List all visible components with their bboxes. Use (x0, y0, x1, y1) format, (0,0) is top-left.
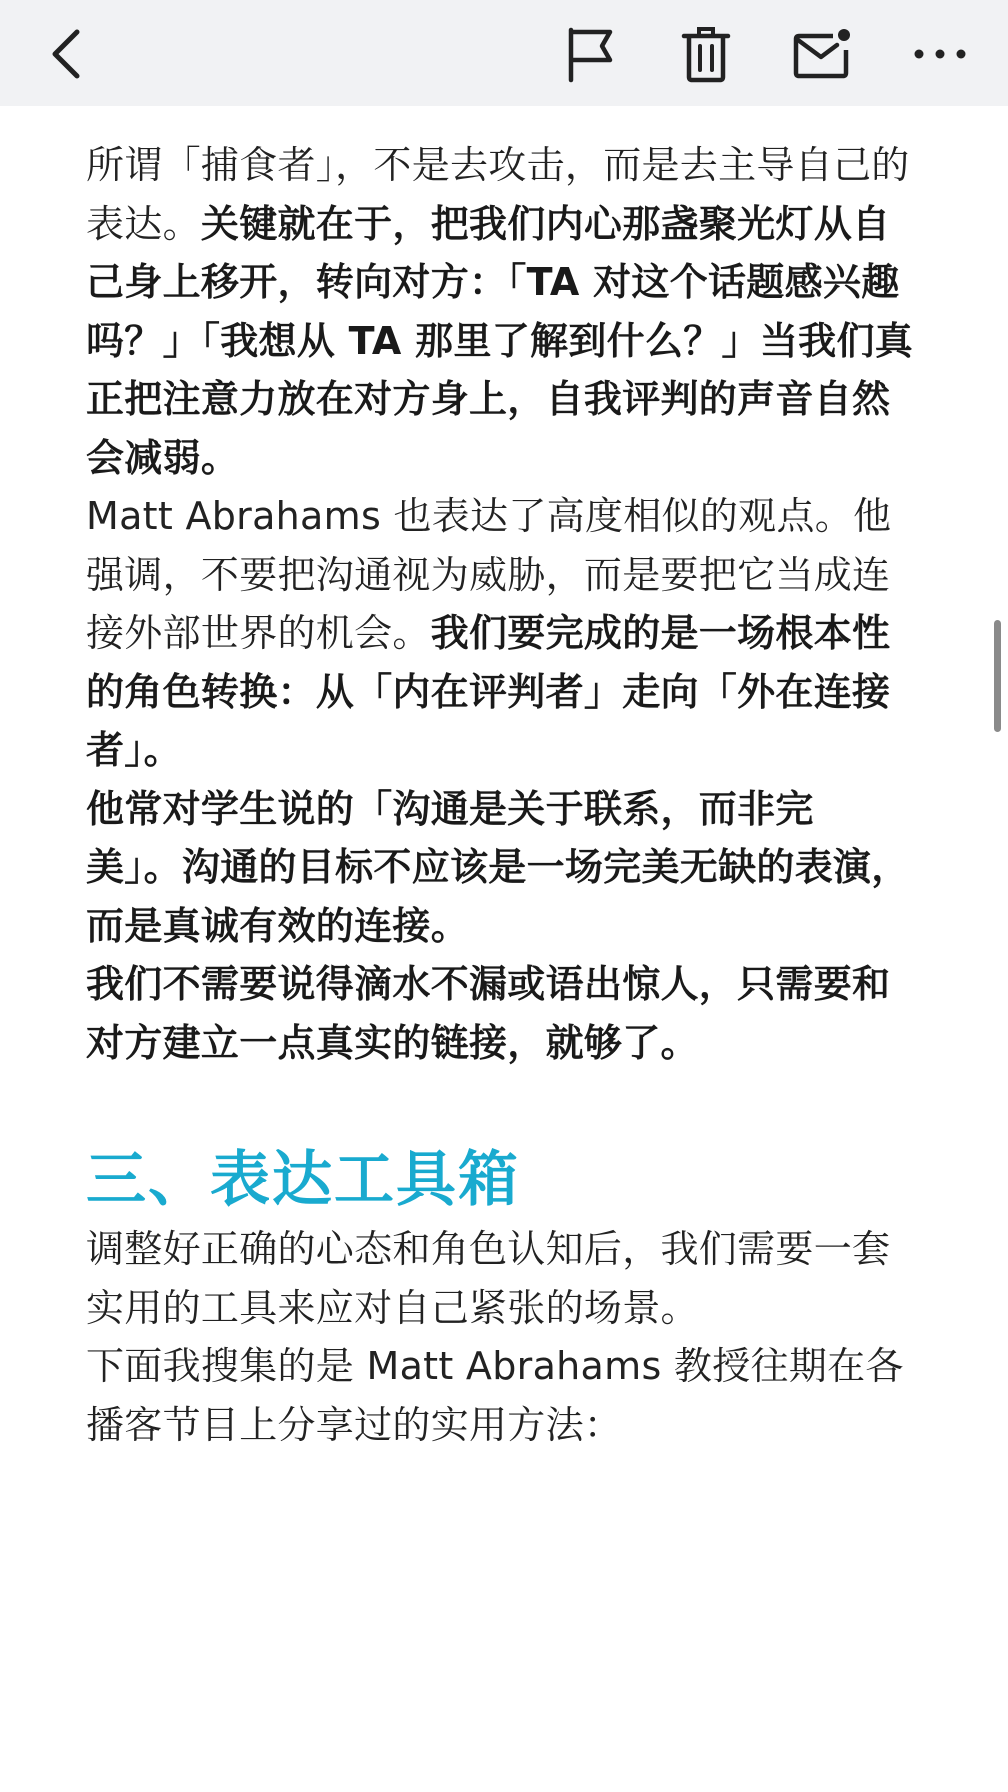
paragraph-matt-abrahams (86, 487, 926, 780)
paragraph-text: 所谓「捕食者」，不是去攻击，而是去主导自己的表达。 (86, 143, 910, 246)
paragraph-bold-text: 关键就在于，把我们内心那盏聚光灯从自己身上移开，转向对方：「TA 对这个话题感兴趣吗？」「我想从 TA 那里了解到什么？」当我们真正把注意力放在对方身上，自我评判的声音自然会减弱。 (86, 201, 914, 480)
flag-icon (562, 24, 618, 84)
section-heading: 三、表达工具箱 (86, 1145, 520, 1215)
delete-button[interactable] (670, 18, 742, 90)
paragraph-predator (86, 136, 926, 487)
top-toolbar (0, 0, 1008, 106)
paragraph-bold-text: 我们不需要说得滴水不漏或语出惊人，只需要和对方建立一点真实的链接，就够了。 (86, 962, 891, 1065)
paragraph-bold-text: 美」。沟通的目标不应该是一场完美无缺的表演，而是真诚有效的连接。 (86, 845, 910, 948)
mark-unread-button[interactable] (787, 18, 859, 90)
article-body (86, 136, 926, 1454)
paragraph-tools-intro: 调整好正确的心态和角色认知后，我们需要一套实用的工具来应对自己紧张的场景。 (86, 1227, 891, 1330)
paragraph-bold-text: 我们要完成的是一场根本性的角色转换：从「内在评判者」走向「外在连接者」。 (86, 611, 891, 772)
paragraph-real-link (86, 955, 926, 1072)
scrollbar-thumb[interactable] (994, 620, 1001, 732)
mail-unread-icon (793, 26, 853, 82)
more-icon (912, 46, 968, 62)
trash-icon (680, 24, 732, 84)
flag-button[interactable] (554, 18, 626, 90)
paragraph-methods-intro: 下面我搜集的是 Matt Abrahams 教授往期在各播客节目上分享过的实用方法： (86, 1344, 904, 1447)
back-button[interactable] (31, 18, 103, 90)
paragraph-connection (86, 780, 926, 956)
paragraph-text: Matt Abrahams 也表达了高度相似的观点。他强调，不要把沟通视为威胁，而是要把它当成连接外部世界的机会。 (86, 494, 892, 655)
back-arrow-icon (47, 26, 87, 82)
paragraph-bold-line: 他常对学生说的「沟通是关于联系，而非完 (86, 786, 814, 831)
more-button[interactable] (904, 18, 976, 90)
